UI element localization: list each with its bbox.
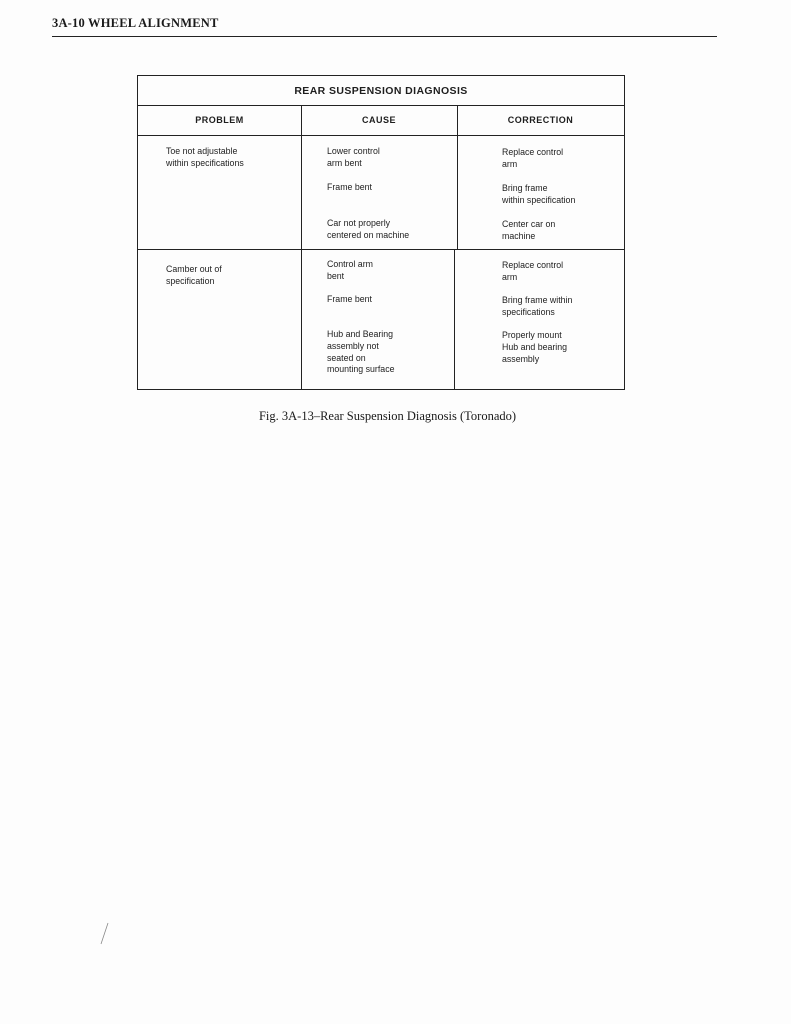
figure-caption: Fig. 3A-13–Rear Suspension Diagnosis (Toronado) (258, 409, 517, 423)
row2-cause-3: Hub and Bearing assembly not seated on mounting surface (327, 329, 395, 375)
row2-cause-1: Control arm bent (327, 259, 373, 281)
column-divider-2-upper (457, 106, 458, 249)
row1-cause-2: Frame bent (327, 182, 372, 192)
table-title: REAR SUSPENSION DIAGNOSIS (138, 76, 624, 106)
column-divider-1 (301, 106, 302, 389)
row1-cause-1: Lower control arm bent (327, 146, 380, 168)
row1-correction-1: Replace control arm (502, 147, 564, 169)
column-header-correction: CORRECTION (507, 115, 574, 125)
row-divider (138, 249, 624, 250)
column-header-problem: PROBLEM (195, 115, 244, 125)
row2-correction-1: Replace control arm (502, 260, 564, 282)
row1-correction-2: Bring frame within specification (502, 183, 576, 205)
column-header-cause: CAUSE (361, 115, 396, 125)
row1-correction-3: Center car on machine (502, 219, 556, 241)
pen-mark (97, 922, 111, 946)
row2-correction-3: Properly mount Hub and bearing assembly (502, 330, 568, 364)
row2-problem: Camber out of specification (166, 264, 222, 286)
row1-problem: Toe not adjustable within specifications (166, 146, 244, 168)
header-rule (52, 36, 717, 37)
page-header: 3A-10 WHEEL ALIGNMENT (52, 16, 219, 30)
row2-cause-2: Frame bent (327, 294, 372, 304)
row1-cause-3: Car not properly centered on machine (327, 218, 410, 240)
row2-correction-2: Bring frame within specifications (502, 295, 573, 317)
diagnosis-table (137, 75, 625, 390)
column-divider-2-lower (454, 249, 455, 389)
header-divider (138, 135, 624, 136)
